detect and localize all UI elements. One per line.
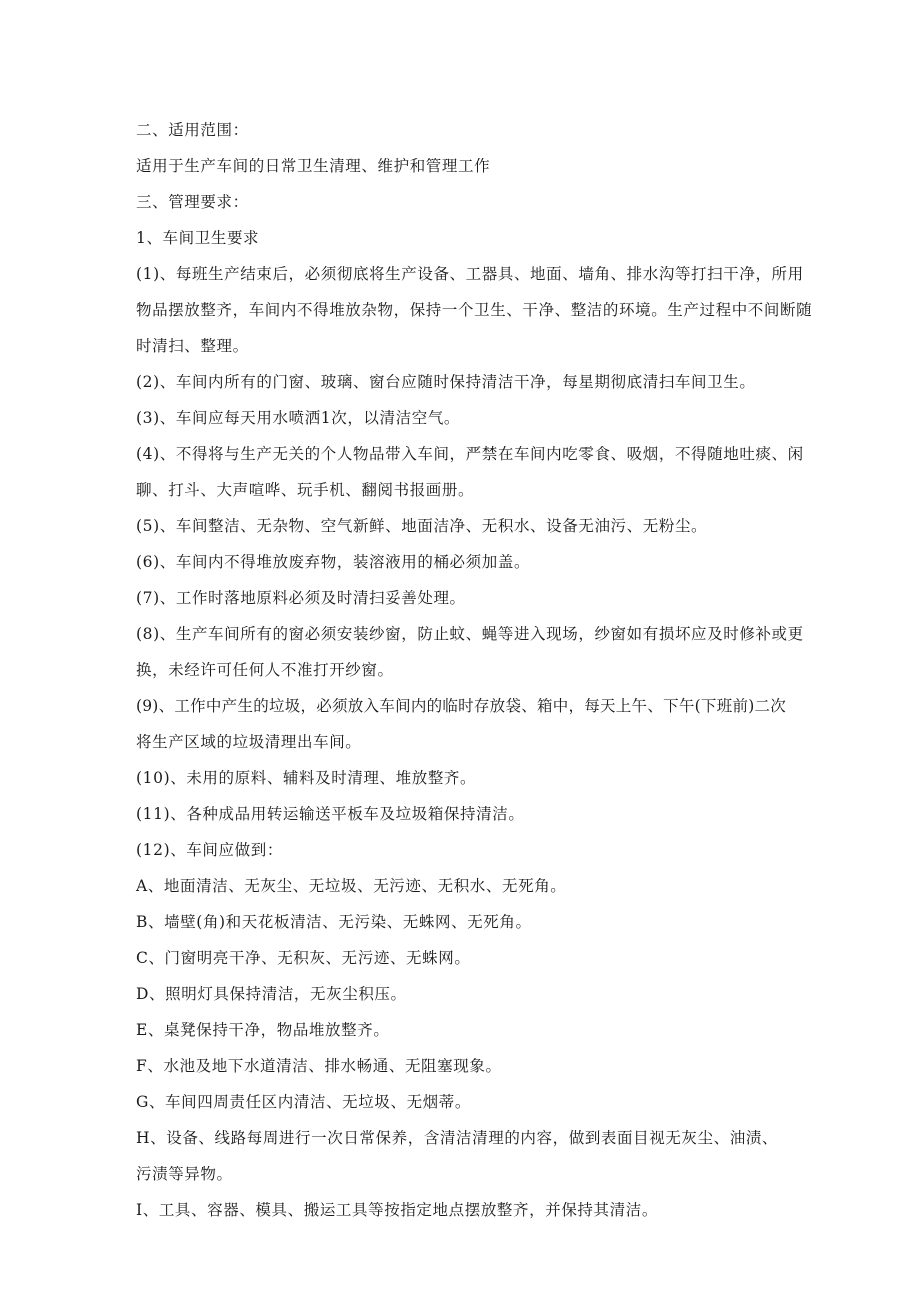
list-item: E、桌凳保持干净，物品堆放整齐。 xyxy=(136,1021,390,1039)
paragraph-line: (3)、车间应每天用水喷洒1次，以清洁空气。 xyxy=(136,409,461,427)
paragraph-line: (1)、每班生产结束后，必须彻底将生产设备、工器具、地面、墙角、排水沟等打扫干净，所用 xyxy=(136,265,804,283)
list-item: G、车间四周责任区内清洁、无垃圾、无烟蒂。 xyxy=(136,1093,471,1111)
list-item: I、工具、容器、模具、搬运工具等按指定地点摆放整齐，并保持其清洁。 xyxy=(136,1201,658,1219)
paragraph-line: (9)、工作中产生的垃圾，必须放入车间内的临时存放袋、箱中，每天上午、下午(下班前)二次 xyxy=(136,697,786,715)
paragraph-line: 时清扫、整理。 xyxy=(136,337,249,355)
paragraph-line: (5)、车间整洁、无杂物、空气新鲜、地面洁净、无积水、设备无油污、无粉尘。 xyxy=(136,517,708,535)
list-item: D、照明灯具保持清洁，无灰尘积压。 xyxy=(136,985,407,1003)
paragraph-line: (6)、车间内不得堆放废弃物，装溶液用的桶必须加盖。 xyxy=(136,553,531,571)
paragraph-line: 物品摆放整齐，车间内不得堆放杂物，保持一个卫生、干净、整洁的环境。生产过程中不间断随 xyxy=(136,301,813,319)
list-item: 污渍等异物。 xyxy=(136,1165,233,1183)
list-item: C、门窗明亮干净、无积灰、无污迹、无蛛网。 xyxy=(136,949,471,967)
paragraph-line: (8)、生产车间所有的窗必须安装纱窗，防止蚊、蝇等进入现场，纱窗如有损坏应及时修补或更 xyxy=(136,625,804,643)
paragraph-line: (10)、未用的原料、辅料及时清理、堆放整齐。 xyxy=(136,769,477,787)
paragraph-line: 聊、打斗、大声喧哗、玩手机、翻阅书报画册。 xyxy=(136,481,475,499)
list-item: B、墙壁(角)和天花板清洁、无污染、无蛛网、无死角。 xyxy=(136,913,532,931)
document-page xyxy=(136,118,813,1234)
paragraph-line: (11)、各种成品用转运输送平板车及垃圾箱保持清洁。 xyxy=(136,805,525,823)
paragraph-line: (2)、车间内所有的门窗、玻璃、窗台应随时保持清洁干净，每星期彻底清扫车间卫生。 xyxy=(136,373,756,391)
paragraph-line: (12)、车间应做到： xyxy=(136,841,283,859)
paragraph-line: (7)、工作时落地原料必须及时清扫妥善处理。 xyxy=(136,589,466,607)
paragraph-line: (4)、不得将与生产无关的个人物品带入车间，严禁在车间内吃零食、吸烟，不得随地吐痰、闲 xyxy=(136,445,804,463)
paragraph-line: 换，未经许可任何人不准打开纱窗。 xyxy=(136,661,394,679)
paragraph-line: 将生产区域的垃圾清理出车间。 xyxy=(136,733,362,751)
list-item: A、地面清洁、无灰尘、无垃圾、无污迹、无积水、无死角。 xyxy=(136,877,567,895)
list-item: H、设备、线路每周进行一次日常保养，含清洁清理的内容，做到表面目视无灰尘、油渍、 xyxy=(136,1129,779,1147)
scope-text: 适用于生产车间的日常卫生清理、维护和管理工作 xyxy=(136,157,491,175)
section-heading-requirements: 三、管理要求： xyxy=(136,193,249,211)
section-heading-scope: 二、适用范围： xyxy=(136,121,249,139)
subsection-heading-hygiene: 1、车间卫生要求 xyxy=(136,229,260,247)
list-item: F、水池及地下水道清洁、排水畅通、无阻塞现象。 xyxy=(136,1057,502,1075)
